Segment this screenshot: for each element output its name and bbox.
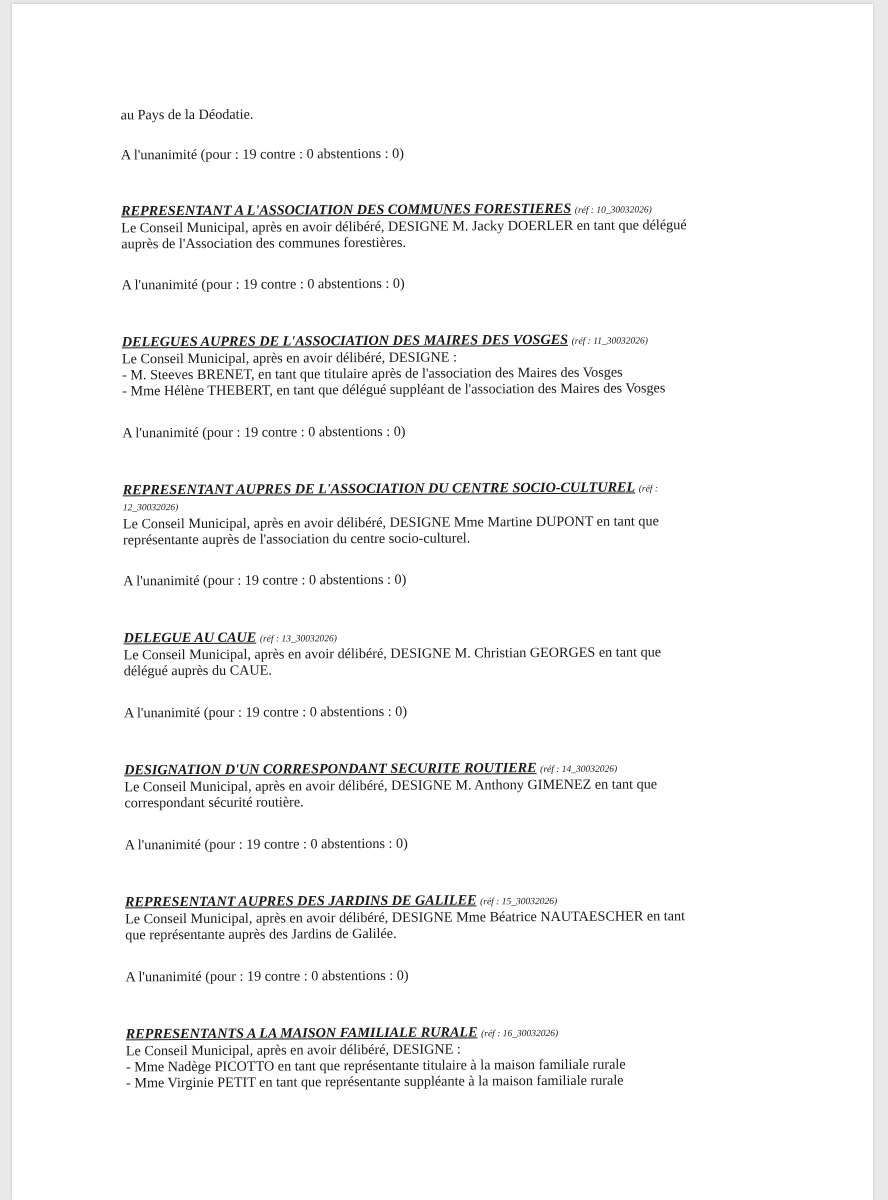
section-heading: DELEGUES AUPRES DE L'ASSOCIATION DES MAIRES DES VOSGES <box>121 331 569 351</box>
section-reference: (réf : 11_30032026) <box>571 336 648 347</box>
paragraph-line: Le Conseil Municipal, après en avoir délibéré, DESIGNE : <box>121 349 457 368</box>
section-heading: DELEGUE AU CAUE <box>123 629 257 647</box>
paragraph-line: correspondant sécurité routière. <box>124 794 304 812</box>
section-reference: (réf : 13_30032026) <box>259 634 337 645</box>
paragraph-line: Le Conseil Municipal, après en avoir délibéré, DESIGNE Mme Martine DUPONT en tant que <box>122 513 659 533</box>
paragraph-line: Le Conseil Municipal, après en avoir délibéré, DESIGNE Mme Béatrice NAUTAESCHER en tant <box>125 908 686 928</box>
section-heading-line <box>123 479 658 500</box>
section-reference: (réf : 15_30032026) <box>480 896 558 908</box>
list-item: - Mme Virginie PETIT en tant que représentante suppléante à la maison familiale rurale <box>125 1072 624 1092</box>
paragraph-line: au Pays de la Déodatie. <box>120 106 254 124</box>
list-item: - Mme Hélène THEBERT, en tant que délégué suppléant de l'association des Maires des Vosges <box>122 380 666 400</box>
vote-result: A l'unanimité (pour : 19 contre : 0 abstentions : 0) <box>121 275 405 294</box>
page-content <box>12 0 880 1200</box>
list-item: - Mme Nadège PICOTTO en tant que représentante titulaire à la maison familiale rurale <box>125 1056 626 1076</box>
list-item: - M. Steeves BRENET, en tant que titulaire après de l'association des Maires des Vosges <box>122 364 623 384</box>
paragraph-line: Le Conseil Municipal, après en avoir délibéré, DESIGNE M. Anthony GIMENEZ en tant que <box>124 776 658 796</box>
paragraph-line: représentante auprès de l'association du centre socio-culturel. <box>122 530 471 549</box>
vote-result: A l'unanimité (pour : 19 contre : 0 abstentions : 0) <box>125 967 409 986</box>
section-reference: (réf : 14_30032026) <box>540 764 618 776</box>
section-reference-continued: 12_30032026) <box>122 503 179 514</box>
paragraph-line: auprès de l'Association des communes forestières. <box>121 234 407 253</box>
section-reference: (réf : 10_30032026) <box>574 205 652 216</box>
section-heading: REPRESENTANT AUPRES DES JARDINS DE GALILEE <box>124 892 477 911</box>
section-reference: (réf : <box>638 484 659 495</box>
document-page <box>12 4 873 1200</box>
vote-result: A l'unanimité (pour : 19 contre : 0 abstentions : 0) <box>123 703 408 722</box>
paragraph-line: Le Conseil Municipal, après en avoir délibéré, DESIGNE M. Jacky DOERLER en tant que délégué <box>121 217 687 237</box>
section-heading: REPRESENTANT AUPRES DE L'ASSOCIATION DU CENTRE SOCIO-CULTUREL <box>122 479 636 499</box>
vote-result: A l'unanimité (pour : 19 contre : 0 abstentions : 0) <box>122 423 406 442</box>
paragraph-line: Le Conseil Municipal, après en avoir délibéré, DESIGNE M. Christian GEORGES en tant que <box>123 644 662 664</box>
paragraph-line: que représentante auprès des Jardins de Galilée. <box>125 925 397 944</box>
vote-result: A l'unanimité (pour : 19 contre : 0 abstentions : 0) <box>120 145 404 164</box>
section-heading: REPRESENTANT A L'ASSOCIATION DES COMMUNES FORESTIERES <box>121 200 572 220</box>
section-heading: REPRESENTANTS A LA MAISON FAMILIALE RURALE <box>125 1024 478 1043</box>
section-heading: DESIGNATION D'UN CORRESPONDANT SECURITE ROUTIERE <box>124 760 537 779</box>
vote-result: A l'unanimité (pour : 19 contre : 0 abstentions : 0) <box>123 571 407 590</box>
paragraph-line: délégué auprès du CAUE. <box>123 662 272 680</box>
vote-result: A l'unanimité (pour : 19 contre : 0 abstentions : 0) <box>124 835 408 854</box>
paragraph-line: Le Conseil Municipal, après en avoir délibéré, DESIGNE : <box>125 1041 461 1060</box>
section-reference: (réf : 16_30032026) <box>481 1028 559 1040</box>
